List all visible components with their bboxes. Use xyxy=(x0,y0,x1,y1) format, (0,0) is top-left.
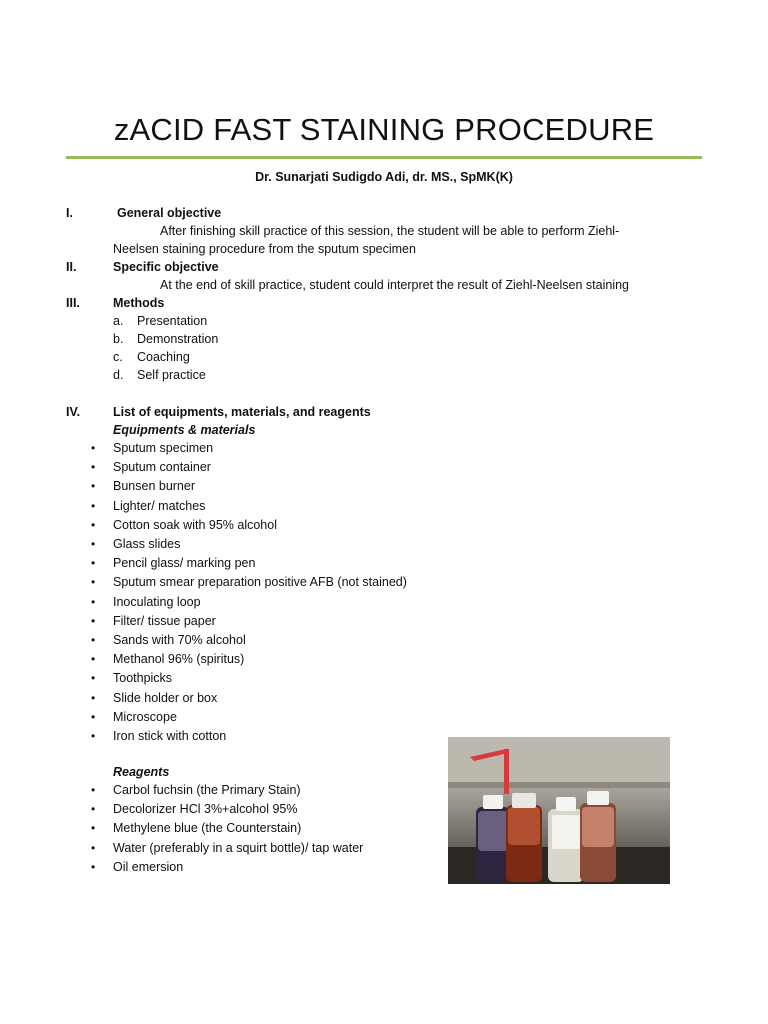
bullet-icon: • xyxy=(91,575,96,590)
equipment-item: Glass slides xyxy=(113,537,181,551)
page-title: zACID FAST STAINING PROCEDURE xyxy=(113,112,655,147)
equipment-item: Lighter/ matches xyxy=(113,498,206,513)
bullet-icon: • xyxy=(91,517,96,532)
bullet-icon: • xyxy=(91,859,96,874)
reagent-item: Oil emersion xyxy=(113,859,184,874)
method-item: Self practice xyxy=(137,368,206,382)
method-marker: c. xyxy=(113,350,123,364)
bullet-icon: • xyxy=(91,783,96,797)
section-1-heading: General objective xyxy=(117,206,222,220)
method-marker: b. xyxy=(113,332,124,346)
method-marker: d. xyxy=(113,368,124,382)
equipment-subheading: Equipments & materials xyxy=(113,423,256,437)
section-1-text-line2: Neelsen staining procedure from the sputum specimen xyxy=(113,242,416,256)
section-2-heading: Specific objective xyxy=(113,260,219,274)
equipment-item: Sputum smear preparation positive AFB (not stained) xyxy=(113,575,407,590)
reagent-item: Carbol fuchsin (the Primary Stain) xyxy=(113,783,301,797)
section-4-heading: List of equipments, materials, and reagents xyxy=(113,405,371,419)
section-2-text: At the end of skill practice, student could interpret the result of Ziehl-Neelsen staining xyxy=(160,278,630,292)
equipment-item: Methanol 96% (spiritus) xyxy=(113,652,245,667)
bullet-icon: • xyxy=(91,460,96,475)
section-3-number: III. xyxy=(66,296,80,310)
equipment-item: Toothpicks xyxy=(113,671,173,686)
section-4-number: IV. xyxy=(66,405,81,419)
equipment-item: Sputum container xyxy=(113,460,211,475)
equipment-item: Bunsen burner xyxy=(113,479,196,494)
bullet-icon: • xyxy=(91,633,96,647)
equipment-item: Cotton soak with 95% alcohol xyxy=(113,517,277,532)
equipment-item: Sputum specimen xyxy=(113,441,214,455)
reagent-item: Decolorizer HCl 3%+alcohol 95% xyxy=(113,802,298,817)
reagent-item: Water (preferably in a squirt bottle)/ tap water xyxy=(113,840,364,855)
bullet-icon: • xyxy=(91,709,96,724)
method-item: Demonstration xyxy=(137,332,219,346)
equipment-item: Filter/ tissue paper xyxy=(113,613,216,628)
equipment-item: Sands with 70% alcohol xyxy=(113,633,246,647)
bullet-icon: • xyxy=(91,821,96,836)
bullet-icon: • xyxy=(91,537,96,551)
bullet-icon: • xyxy=(91,594,96,609)
reagents-subheading: Reagents xyxy=(113,765,170,779)
section-1-text-line1: After finishing skill practice of this session, the student will be able to perform Ziehl- xyxy=(160,224,620,238)
author-line: Dr. Sunarjati Sudigdo Adi, dr. MS., SpMK(K) xyxy=(255,170,513,184)
method-item: Coaching xyxy=(137,350,190,364)
bullet-icon: • xyxy=(91,802,96,817)
bullet-icon: • xyxy=(91,556,96,571)
bullet-icon: • xyxy=(91,840,96,855)
title-underline xyxy=(66,156,702,159)
equipment-item: Microscope xyxy=(113,709,177,724)
method-item: Presentation xyxy=(137,314,208,328)
equipment-item: Inoculating loop xyxy=(113,594,201,609)
reagent-item: Methylene blue (the Counterstain) xyxy=(113,821,302,836)
bullet-icon: • xyxy=(91,671,96,686)
bullet-icon: • xyxy=(91,479,96,494)
equipment-item: Slide holder or box xyxy=(113,690,218,705)
bullet-icon: • xyxy=(91,498,96,513)
bullet-icon: • xyxy=(91,690,96,705)
section-2-number: II. xyxy=(66,260,77,274)
section-1-number: I. xyxy=(66,206,73,220)
bullet-icon: • xyxy=(91,652,96,667)
bullet-icon: • xyxy=(91,613,96,628)
equipment-item: Iron stick with cotton xyxy=(113,729,227,743)
equipment-item: Pencil glass/ marking pen xyxy=(113,556,256,571)
reagent-bottles-photo xyxy=(448,737,670,884)
bullet-icon: • xyxy=(91,441,96,455)
section-3-heading: Methods xyxy=(113,296,165,310)
method-marker: a. xyxy=(113,314,124,328)
bullet-icon: • xyxy=(91,729,96,743)
